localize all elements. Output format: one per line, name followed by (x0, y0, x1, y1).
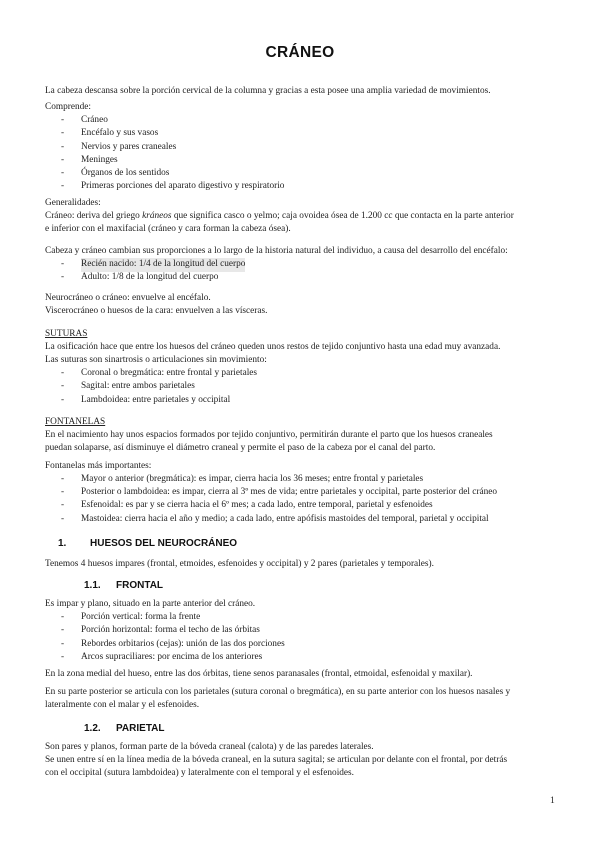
fontanelas-line-1: En el nacimiento hay unos espacios formados por tejido conjuntivo, permitirán durante el parto que los huesos craneales (45, 430, 493, 440)
parietal-line-1: Son pares y planos, forman parte de la bóveda craneal (calota) y de las paredes laterales. (45, 742, 374, 752)
comprende-label: Comprende: (45, 102, 91, 112)
viscerocraneo-line: Viscerocráneo o huesos de la cara: envuelven a las vísceras. (45, 306, 268, 316)
parietal-line-3: con el occipital (sutura lambdoidea) y lateralmente con el temporal y el esfenoides. (45, 768, 354, 778)
page-title: CRÁNEO (265, 44, 335, 61)
section1-paragraph: Tenemos 4 huesos impares (frontal, etmoides, esfenoides y occipital) y 2 pares (parietales y temporales). (45, 559, 434, 569)
frontal-medial-paragraph: En la zona medial del hueso, entre las dos órbitas, tiene senos paranasales (frontal, etmoidal, esfenoidal y maxilar). (45, 669, 473, 679)
generalidades-label: Generalidades: (45, 198, 101, 208)
parietal-line-2: Se unen entre sí en la línea media de la bóveda craneal, en la sutura sagital; se articulan por delante con el frontal, por detrás (45, 755, 508, 765)
suturas-heading: SUTURAS (45, 329, 88, 339)
page-number: 1 (550, 796, 555, 806)
proporciones-paragraph: Cabeza y cráneo cambian sus proporciones a lo largo de la historia natural del individuo, a causa del desarrollo del encéfalo: (45, 246, 508, 256)
frontal-paragraph: Es impar y plano, situado en la parte anterior del cráneo. (45, 599, 256, 609)
neurocraneo-line: Neurocráneo o cráneo: envuelve al encéfalo. (45, 293, 211, 303)
intro-paragraph: La cabeza descansa sobre la porción cervical de la columna y gracias a esta posee una amplia variedad de movimientos. (45, 86, 491, 96)
suturas-line-2: Las suturas son sinartrosis o articulaciones sin movimiento: (45, 355, 267, 365)
greek-term: kráneos (142, 211, 172, 221)
fontanelas-important-label: Fontanelas más importantes: (45, 461, 152, 471)
fontanelas-heading: FONTANELAS (45, 417, 106, 427)
generalidades-line-2: e inferior con el maxifacial (cráneo y cara forman la cabeza ósea). (45, 224, 291, 234)
frontal-posterior-line-2: lateralmente con el malar y el esfenoides. (45, 700, 200, 710)
document-page: CRÁNEO La cabeza descansa sobre la porción cervical de la columna y gracias a esta posee una amplia variedad de movimientos. Comprende: Cráneo Encéfalo y sus vasos Nervios y pares craneales Meninges Órganos de los sentidos Primeras porciones del aparato digestivo y respiratorio Generalidades: Cráneo: deriva del griego kráneos que significa casco o yelmo; caja ovoidea ósea de 1.200 cc que contacta en la parte anterior e inferior con el maxifacial (cráneo y cara forman la cabeza ósea). Cabeza y cráneo cambian sus proporciones a lo largo de la historia natural del individuo, a causa del desarrollo del encéfalo: Recién nacido: 1/4 de la longitud del cuerpo Adulto: 1/8 de la longitud del cuerpo Neurocráneo o cráneo: envuelve al encéfalo. Viscerocráneo o huesos de la cara: envuelven a las vísceras. SUTURAS La osificación hace que entre los huesos del cráneo queden unos restos de tejido conjuntivo hasta una edad muy avanzada. Las suturas son sinartrosis o articulaciones sin movimiento: Coronal o bregmática: entre frontal y parietales Sagital: entre ambos parietales Lambdoidea: entre parietales y occipital FONTANELAS En el nacimiento hay unos espacios formados por tejido conjuntivo, permitirán durante el parto que los huesos craneales puedan solaparse, así disminuye el diámetro craneal y permite el paso de la cabeza por el canal del parto. Fontanelas más importantes: Mayor o anterior (bregmática): es impar, cierra hacia los 36 meses; entre frontal y parietales Posterior o lambdoidea: es impar, cierra al 3º mes de vida; entre parietales y occipital, parte posterior del cráneo Esfenoidal: es par y se cierra hacia el 6º mes; a cada lado, entre temporal, parietal y esfenoides Mastoidea: cierra hacia el año y medio; a cada lado, entre apófisis mastoides del temporal, parietal y occipital 1. HUESOS DEL NEUROCRÁNEO Tenemos 4 huesos impares (frontal, etmoides, esfenoides y occipital) y 2 pares (parietales y temporales). 1.1. FRONTAL Es impar y plano, situado en la parte anterior del cráneo. Porción vertical: forma la frente Porción horizontal: forma el techo de las órbitas Rebordes orbitarios (cejas): unión de las dos porciones Arcos supraciliares: por encima de los anteriores En la zona medial del hueso, entre las dos órbitas, tiene senos paranasales (frontal, etmoidal, esfenoidal y maxilar). En su parte posterior se articula con los parietales (sutura coronal o bregmática), en su parte anterior con los huesos nasales y lateralmente con el malar y el esfenoides. 1.2. PARIETAL Son pares y planos, forman parte de la bóveda craneal (calota) y de las paredes laterales. Se unen entre sí en la línea media de la bóveda craneal, en la sutura sagital; se articulan por delante con el frontal, por detrás con el occipital (sutura lambdoidea) y lateralmente con el temporal y el esfenoides. 1 (0, 0, 600, 848)
fontanelas-line-2: puedan solaparse, así disminuye el diámetro craneal y permite el paso de la cabeza por el canal del parto. (45, 443, 436, 453)
generalidades-line: Cráneo: deriva del griego kráneos que significa casco o yelmo; caja ovoidea ósea de 1.200 cc que contacta en la parte anterior (45, 211, 514, 221)
suturas-line-1: La osificación hace que entre los huesos del cráneo queden unos restos de tejido conjuntivo hasta una edad muy avanzada. (45, 342, 501, 352)
frontal-posterior-line-1: En su parte posterior se articula con los parietales (sutura coronal o bregmática), en su parte anterior con los huesos nasales y (45, 687, 511, 697)
